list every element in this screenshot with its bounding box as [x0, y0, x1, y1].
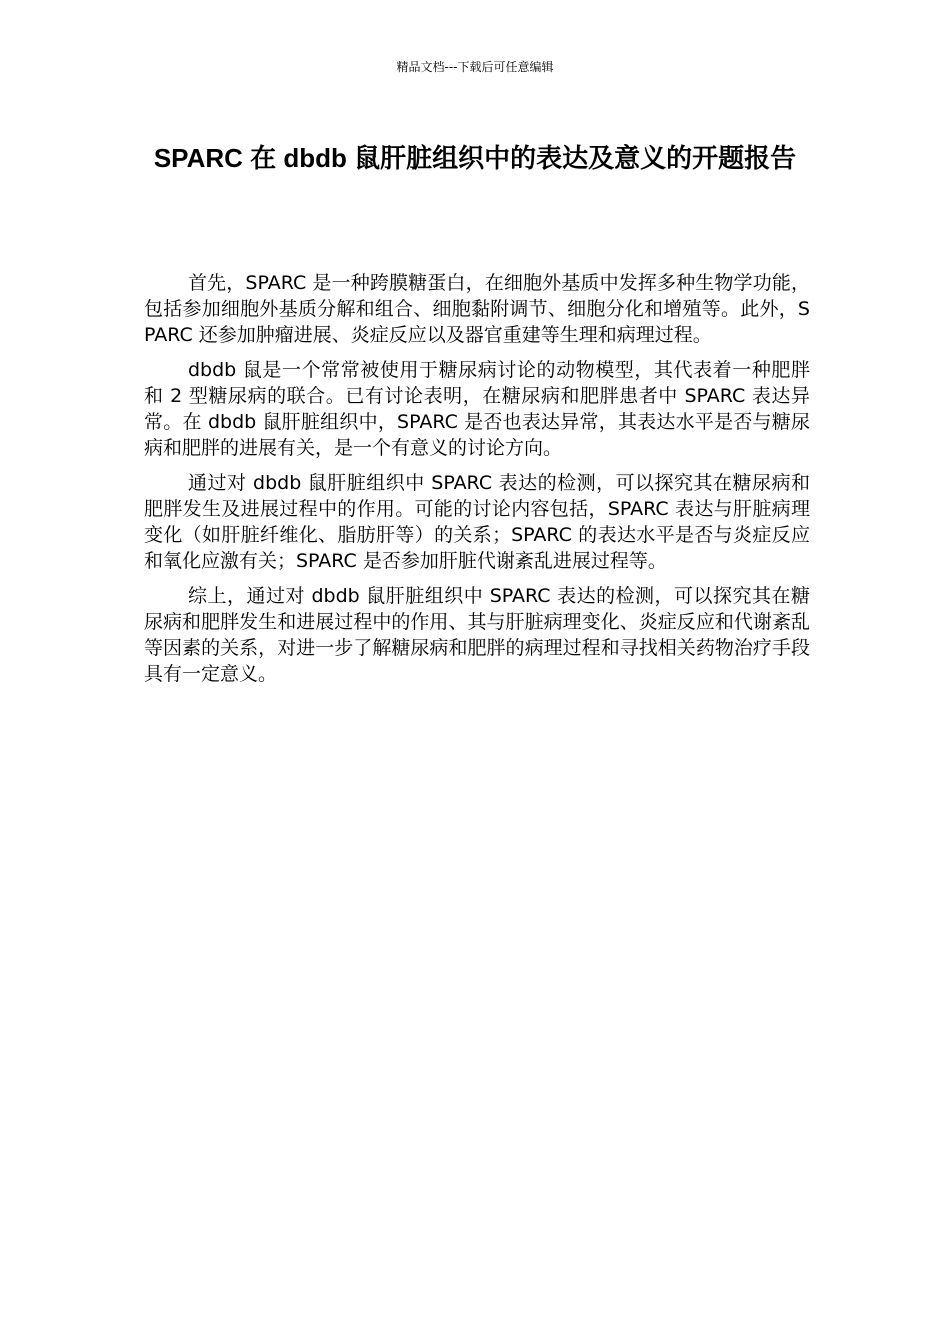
paragraph-4: 综上，通过对 dbdb 鼠肝脏组织中 SPARC 表达的检测，可以探究其在糖尿病和肥胖发生和进展过程中的作用、其与肝脏病理变化、炎症反应和代谢紊乱等因素的关系，对进一步了解糖尿病和肥胖的病理过程和寻找相关药物治疗手段具有一定意义。 — [144, 585, 810, 685]
document-title: SPARC 在 dbdb 鼠肝脏组织中的表达及意义的开题报告 — [153, 143, 797, 173]
paragraph-2: dbdb 鼠是一个常常被使用于糖尿病讨论的动物模型，其代表着一种肥胖和 2 型糖尿病的联合。已有讨论表明，在糖尿病和肥胖患者中 SPARC 表达异常。在 dbdb 鼠肝脏组织中，SPARC 是否也表达异常，其表达水平是否与糖尿病和肥胖的进展有关，是一个有意义的讨论方向。 — [144, 359, 810, 459]
paragraph-3: 通过对 dbdb 鼠肝脏组织中 SPARC 表达的检测，可以探究其在糖尿病和肥胖发生及进展过程中的作用。可能的讨论内容包括，SPARC 表达与肝脏病理变化（如肝脏纤维化、脂肪肝等）的关系；SPARC 的表达水平是否与炎症反应和氧化应激有关；SPARC 是否参加肝脏代谢紊乱进展过程等。 — [144, 472, 810, 572]
page-header-note: 精品文档---下载后可任意编辑 — [396, 60, 554, 74]
paragraph-1: 首先，SPARC 是一种跨膜糖蛋白，在细胞外基质中发挥多种生物学功能，包括参加细胞外基质分解和组合、细胞黏附调节、细胞分化和增殖等。此外，SPARC 还参加肿瘤进展、炎症反应以及器官重建等生理和病理过程。 — [144, 272, 810, 346]
document-body — [144, 270, 810, 696]
